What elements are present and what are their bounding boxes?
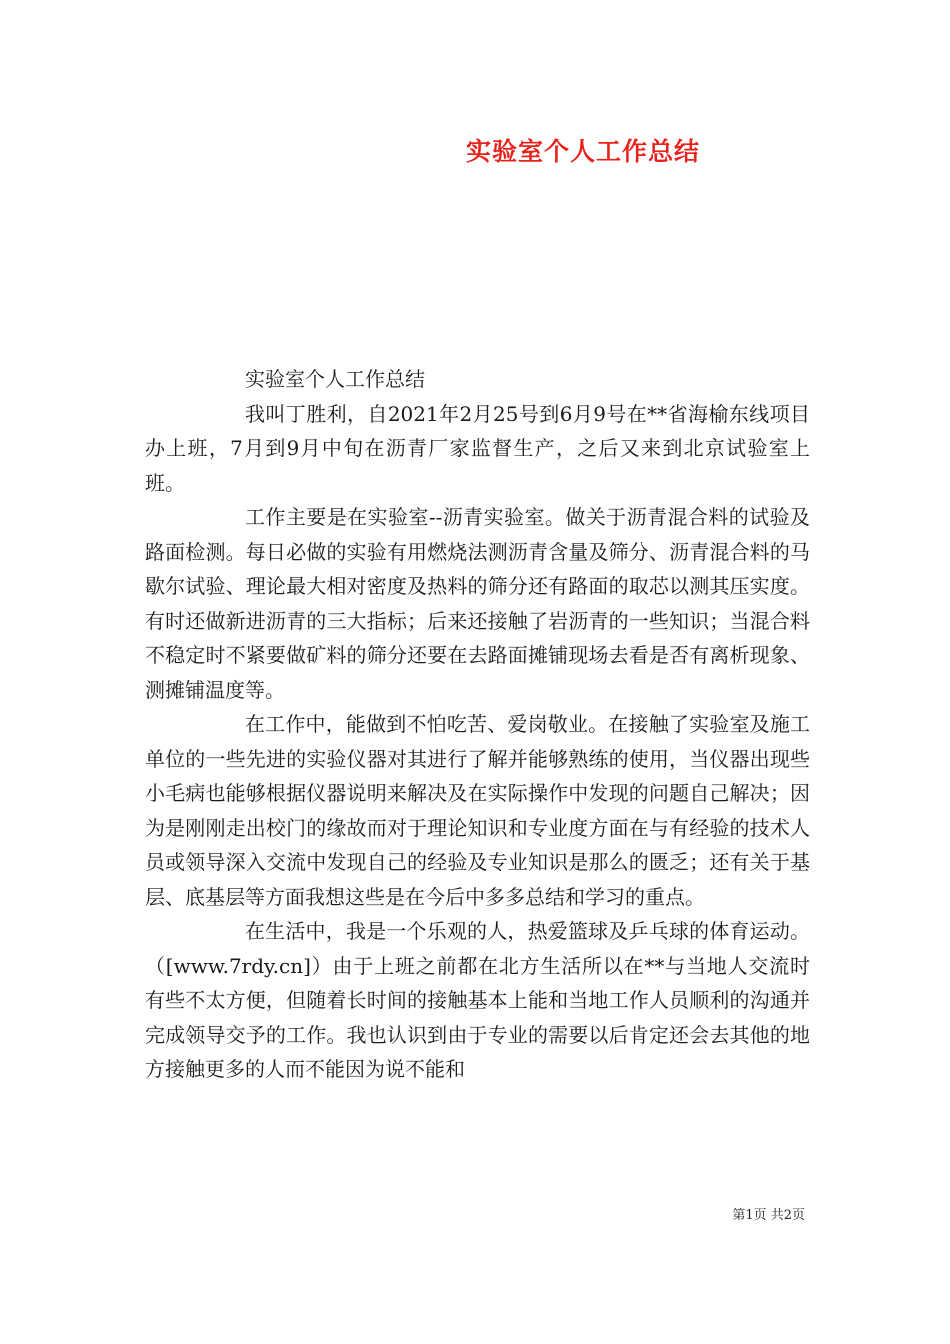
document-body	[145, 362, 810, 1087]
paragraph-3: 在工作中，能做到不怕吃苦、爱岗敬业。在接触了实验室及施工单位的一些先进的实验仪器对其进行了解并能够熟练的使用，当仪器出现些小毛病也能够根据仪器说明来解决及在实际操作中发现的问题自己解决；因为是刚刚走出校门的缘故而对于理论知识和专业度方面在与有经验的技术人员或领导深入交流中发现自己的经验及专业知识是那么的匮乏；还有关于基层、底基层等方面我想这些是在今后中多多总结和学习的重点。	[145, 712, 810, 909]
document-title: 实验室个人工作总结	[465, 137, 700, 166]
paragraph-1: 我叫丁胜利，自2021年2月25号到6月9号在**省海榆东线项目办上班，7月到9月中旬在沥青厂家监督生产，之后又来到北京试验室上班。	[145, 401, 810, 495]
page-number-footer: 第1页 共2页	[732, 1208, 805, 1223]
body-subtitle: 实验室个人工作总结	[245, 367, 425, 391]
paragraph-4: 在生活中，我是一个乐观的人，热爱篮球及乒乓球的体育运动。（[www.7rdy.cn]）由于上班之前都在北方生活所以在**与当地人交流时有些不太方便，但随着长时间的接触基本上能和当地工作人员顺利的沟通并完成领导交予的工作。我也认识到由于专业的需要以后肯定还会去其他的地方接触更多的人而不能因为说不能和	[145, 919, 810, 1081]
paragraph-2: 工作主要是在实验室--沥青实验室。做关于沥青混合料的试验及路面检测。每日必做的实验有用燃烧法测沥青含量及筛分、沥青混合料的马歇尔试验、理论最大相对密度及热料的筛分还有路面的取芯以测其压实度。有时还做新进沥青的三大指标；后来还接触了岩沥青的一些知识；当混合料不稳定时不紧要做矿料的筛分还要在去路面摊铺现场去看是否有离析现象、测摊铺温度等。	[145, 505, 810, 702]
